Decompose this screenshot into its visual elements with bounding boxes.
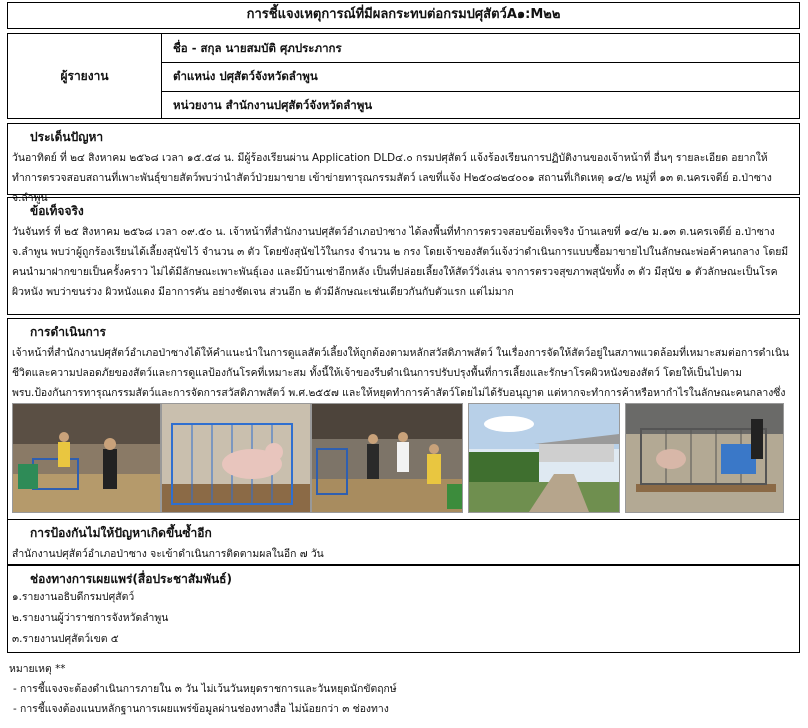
facts-section	[7, 197, 800, 315]
issue-heading: ประเด็นปัญหา	[30, 130, 104, 144]
action-text: เจ้าหน้าที่สำนักงานปศุสัตว์อำเภอป่าซางได้ให้คำแนะนำในการดูแลสัตว์เลี้ยงให้ถูกต้องตามหลักสวัสดิภาพสัตว์ ในเรื่องการจัดให้สัตว์อยู่ในสภาพแวดล้อมที่เหมาะสมต่อการดำเนินชีวิตและความปลอดภัยของสัตว์และการดูแลป้องกันโรคที่เหมาะสม ทั้งนี้ให้เจ้าของรีบดำเนินการปรับปรุงพื้นที่การเลี้ยงและรักษาโรคผิวหนังของสัตว์ โดยให้เป็นไปตาม พรบ.ป้องกันการทารุณกรรมสัตว์และการจัดการสวัสดิภาพสัตว์ พ.ศ.๒๕๕๗ และให้หยุดทำการค้าสัตว์โดยไม่ได้รับอนุญาต แต่หากจะทำการค้าหรือหากำไรในลักษณะคนกลางซึ่ง	[12, 347, 790, 399]
issue-text: วันอาทิตย์ ที่ ๒๔ สิงหาคม ๒๕๖๘ เวลา ๑๕.๕๘ น. มีผู้ร้องเรียนผ่าน Application DLD๔.๐ กรมปศุสัตว์ แจ้งร้องเรียนการปฏิบัติงานของเจ้าหน้าที่ อื่นๆ รายละเอียด อยากให้ทำการตรวจสอบสถานที่เพาะพันธุ์ขายสัตว์พบว่านำสัตว์ป่วยมาขาย เข้าข่ายทารุณกรรมสัตว์ เลขที่แจ้ง H๒๕๐๘๒๔๐๐๑ สถานที่เกิดเหตุ ๑๔/๒ หมู่ที่ ๑๓ ต.นครเจดีย์ อ.ป่าซาง จ.ลำพูน	[12, 152, 772, 204]
pr-section	[7, 565, 800, 653]
reporter-unit: หน่วยงาน สำนักงานปศุสัตว์จังหวัดลำพูน	[173, 98, 373, 112]
reporter-name: ชื่อ - สกุล นายสมบัติ ศุภประภากร	[161, 34, 799, 63]
facts-heading: ข้อเท็จจริง	[30, 204, 84, 218]
reporter-table	[7, 33, 800, 119]
action-section	[7, 318, 800, 520]
evidence-photo-5	[625, 403, 784, 513]
facts-text: วันจันทร์ ที่ ๒๕ สิงหาคม ๒๕๖๘ เวลา ๐๙.๕๐ น. เจ้าหน้าที่สำนักงานปศุสัตว์อำเภอป่าซาง ได้ลงพื้นที่ทำการตรวจสอบข้อเท็จจริง บ้านเลขที่ ๑๔/๒ ม.๑๓ ต.นครเจดีย์ อ.ป่าซาง จ.ลำพูน พบว่าผู้ถูกร้องเรียนได้เลี้ยงสุนัขไว้ จำนวน ๓ ตัว โดยขังสุนัขไว้ในกรง จำนวน ๒ กรง โดยเจ้าของสัตว์แจ้งว่าดำเนินการแบบซื้อมาขายไปในลักษณะพ่อค้าคนกลาง โดยมีคนนำมาฝากขายเป็นครั้งคราว ไม่ได้มีลักษณะเพาะพันธุ์เอง และมีบ้านเช่าอีกหลัง เป็นที่ปล่อยเลี้ยงให้สัตว์วิ่งเล่น จาการตรวจสุขภาพสุนัขทั้ง ๓ ตัว มีสุนัข ๑ ตัวลักษณะเป็นโรคผิวหนัง พบว่าขนร่วง ผิวหนังแดง มีอาการคัน อย่างชัดเจน ส่วนอีก ๒ ตัวมีลักษณะเช่นเดียวกันกับตัวแรก แต่ไม่มาก	[12, 226, 789, 298]
reporter-label: ผู้รายงาน	[8, 34, 162, 118]
evidence-photo-3	[311, 403, 463, 513]
issue-section	[7, 123, 800, 204]
evidence-photo-4	[468, 403, 620, 513]
pr-heading: ช่องทางการเผยแพร่(สื่อประชาสัมพันธ์)	[30, 572, 232, 586]
note-item: - การชี้แจงจะต้องดำเนินการภายใน ๓ วัน ไม่เว้นวันหยุดราชการและวันหยุดนักขัตฤกษ์	[13, 683, 397, 695]
note-item: - การชี้แจงต้องแนบหลักฐานการเผยแพร่ข้อมูลผ่านช่องทางสื่อ ไม่น้อยกว่า ๓ ช่องทาง	[13, 703, 389, 715]
notes-heading: หมายเหตุ **	[9, 663, 66, 675]
prevention-section	[7, 519, 800, 565]
evidence-photo-1	[12, 403, 161, 513]
notes	[9, 659, 799, 719]
evidence-photos	[12, 403, 796, 513]
prevention-text: สำนักงานปศุสัตว์อำเภอป่าซาง จะเข้าดำเนินการติดตามผลในอีก ๗ วัน	[12, 548, 324, 560]
document-title: การชี้แจงเหตุการณ์ที่มีผลกระทบต่อกรมปศุสัตว์A๑:M๒๒	[7, 2, 800, 29]
reporter-position: ตำแหน่ง ปศุสัตว์จังหวัดลำพูน	[161, 62, 799, 92]
action-heading: การดำเนินการ	[30, 325, 106, 339]
pr-item: ๑.รายงานอธิบดีกรมปศุสัตว์	[12, 591, 135, 603]
pr-item: ๓.รายงานปศุสัตว์เขต ๕	[12, 633, 119, 645]
pr-item: ๒.รายงานผู้ว่าราชการจังหวัดลำพูน	[12, 612, 169, 624]
prevention-heading: การป้องกันไม่ให้ปัญหาเกิดขึ้นซ้ำอีก	[30, 526, 212, 540]
evidence-photo-2	[161, 403, 311, 513]
